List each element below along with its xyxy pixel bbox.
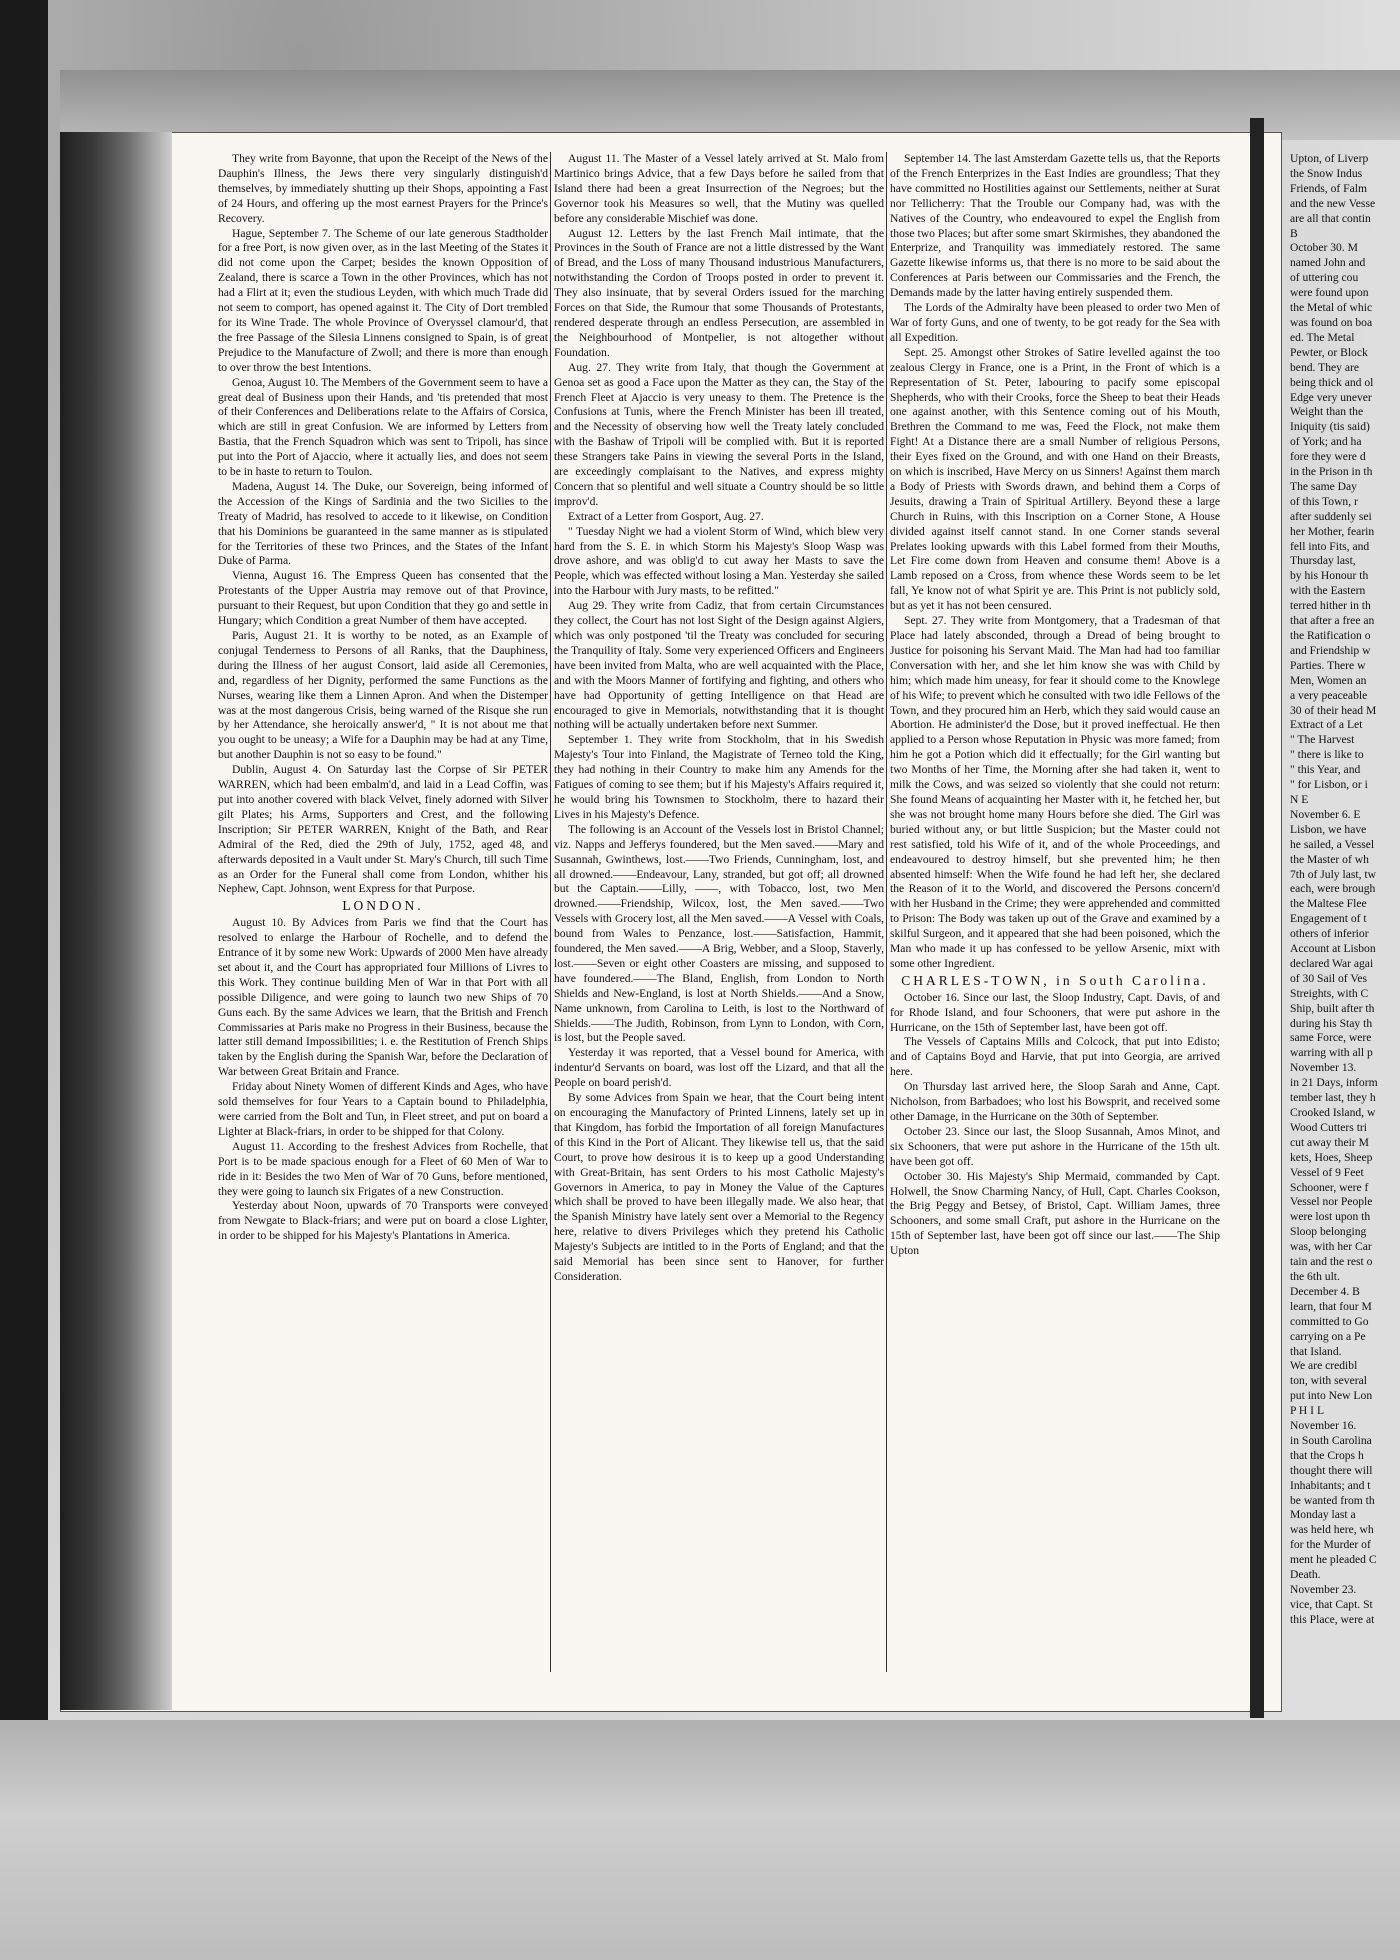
text-line: ment he pleaded C (1290, 1553, 1377, 1567)
article-paragraph: The following is an Account of the Vessels lost in Bristol Channel; viz. Napps and Jefferys foundered, but the Men saved.——Mary and Susannah, Gwinthews, lost.——Two Friends, Cunningham, lost, and all drowned.——Endeavour, Lany, stranded, but got off; all drowned but the Captain.——Lilly, ——, with Tobacco, lost, two Men drowned.——Friendship, Wilcox, lost, the Men saved.——Two Vessels with Grocery lost, all the Men saved.——A Vessel with Coals, bound from Wales to Penzance, lost.——Satisfaction, Hammit, foundered, the Men saved.——A Brig, Webber, and a Sloop, Staverly, lost.——Seven or eight other Coasters are missing, and supposed to have foundered.——The Bland, English, from London to North Shields and New-England, is lost at North Shields.——And a Snow, Name unknown, from Carolina to Leith, is lost to the Northward of Shields.——The Judith, Robinson, from Lynn to London, with Corn, is lost, but the People saved. (554, 822, 884, 1045)
text-line: declared War agai (1290, 956, 1374, 970)
text-line: during his Stay th (1290, 1016, 1373, 1030)
text-line: thought there will (1290, 1463, 1373, 1477)
col4-lines (1290, 152, 1400, 1628)
col3b-articles (890, 991, 1220, 1259)
article-paragraph: Aug 29. They write from Cadiz, that from certain Circumstances they collect, the Court has not lost Sight of the Design against Algiers, which was only postponed 'til the Treaty was concluded for securing the Tranquility of Italy. Some very experienced Officers and Engineers have been invited from Malta, who are well acquainted with the Place, and with the Moors Manner of fortifying and fighting, and others who have had Opportunity of getting Intelligence on that Head are encouraged to give in Memorials, notwithstanding that it is thought nothing will be actually undertaken before next Summer. (554, 599, 884, 732)
text-line: her Mother, fearin (1290, 524, 1375, 538)
article-paragraph: Paris, August 21. It is worthy to be noted, as an Example of conjugal Tenderness to Persons of all Ranks, that the Dauphiness, during the Illness of her august Consort, laid aside all Ceremonies, and, regardless of her Dignity, performed the same Functions as the Nurses, wearing like them a Linnen Apron. And when the Distemper was at the most dangerous Crisis, being warned of the Risque she run by her Attendance, she heroically answer'd, " It is not about me that you ought to be uneasy; a Wife for a Dauphin may be had at any Time, but another Dauphin is not so easy to be found." (218, 629, 548, 762)
article-paragraph: The Lords of the Admiralty have been pleased to order two Men of War of forty Guns, and one of twenty, to be got ready for the Sea with all Expedition. (890, 301, 1220, 344)
london-heading: LONDON. (342, 898, 424, 914)
article-paragraph: Friday about Ninety Women of different Kinds and Ages, who have sold themselves for four Years to a Captain bound to Philadelphia, were carried from the Bolt and Tun, in Fleet street, and put on board a Lighter at Black-friars, in order to be shipped for that Colony. (218, 1080, 548, 1138)
text-line: Upton, of Liverp (1290, 152, 1369, 165)
text-line: of this Town, r (1290, 494, 1358, 508)
text-line: kets, Hoes, Sheep (1290, 1150, 1373, 1164)
text-line: 30 of their head M (1290, 703, 1377, 717)
text-line: Sloop belonging (1290, 1225, 1367, 1239)
text-line: that after a free an (1290, 614, 1375, 628)
text-line: Lisbon, we have (1290, 822, 1367, 836)
text-line: Engagement of t (1290, 912, 1367, 926)
text-line: each, were brough (1290, 882, 1376, 896)
text-line: Pewter, or Block (1290, 345, 1368, 359)
text-line: terred hither in th (1290, 599, 1371, 613)
text-line: of uttering cou (1290, 271, 1359, 285)
text-line: in 21 Days, inform (1290, 1076, 1378, 1090)
text-line: Death. (1290, 1568, 1321, 1582)
col2-articles (554, 152, 884, 1285)
article-paragraph: August 10. By Advices from Paris we find that the Court has resolved to enlarge the Harbour of Rochelle, and to defend the Entrance of it by some new Work: Upwards of 2000 Men have already set about it, and the Court has appropriated four Millions of Livres to this Work. They continue building Men of War in that Port with all possible Diligence, and were going to launch two new Ships of 70 Guns each. By the same Advices we learn, that the British and French Commissaries at Paris make no Progress in their Business, because the latter still demand Impossibilities; i. e. the Restitution of French Ships taken by the English during the Spanish War, before the Declaration of War between Great Britain and France. (218, 916, 548, 1079)
scan-top-shadow (60, 70, 1400, 140)
page-fold-line (1250, 118, 1264, 1718)
text-line: in the Prison in th (1290, 465, 1373, 479)
text-line: Streights, with C (1290, 986, 1369, 1000)
text-line: Extract of a Let (1290, 718, 1363, 732)
col1b-articles (218, 916, 548, 1244)
column-4-cropped (1290, 152, 1400, 1626)
text-line: November 16. (1290, 1419, 1357, 1433)
text-line: vice, that Capt. St (1290, 1597, 1373, 1611)
text-line: November 13. (1290, 1061, 1357, 1075)
text-line: fell into Fits, and (1290, 539, 1370, 553)
text-line: bend. They are (1290, 360, 1359, 374)
text-line: tain and the rest o (1290, 1255, 1373, 1269)
article-paragraph: August 11. The Master of a Vessel lately arrived at St. Malo from Martinico brings Advice, that a few Days before he sailed from that Island there had been a great Insurrection of the Negroes; but the Governor took his Measures so well, that the Mutiny was quelled before any considerable Mischief was done. (554, 152, 884, 225)
text-line: ed. The Metal (1290, 330, 1355, 344)
text-line: November 23. (1290, 1583, 1357, 1596)
text-line: the Master of wh (1290, 852, 1369, 866)
text-line: " The Harvest (1290, 733, 1355, 747)
text-line: " for Lisbon, or i (1290, 778, 1368, 792)
col1-articles (218, 152, 548, 897)
scan-bottom-shadow (0, 1720, 1400, 1960)
text-line: the 6th ult. (1290, 1269, 1340, 1283)
article-paragraph: October 16. Since our last, the Sloop Industry, Capt. Davis, of and for Rhode Island, and four Schooners, that were put ashore in the Hurricane, on the 15th of September last, have been got off. (890, 990, 1220, 1034)
text-line: Ship, built after th (1290, 1001, 1375, 1015)
text-line: ton, with several (1290, 1374, 1367, 1388)
text-line: the Metal of whic (1290, 301, 1373, 315)
article-paragraph: October 23. Since our last, the Sloop Susannah, Amos Minot, and six Schooners, that were put ashore in the Hurricane of the 15th ult. have been got off. (890, 1124, 1220, 1168)
article-paragraph: The Vessels of Captains Mills and Colcock, that put into Edisto; and of Captains Boyd and Harvie, that put into Georgia, are arrived here. (890, 1035, 1220, 1079)
text-line: were lost upon th (1290, 1210, 1371, 1224)
text-line: committed to Go (1290, 1314, 1369, 1328)
text-line: Schooner, were f (1290, 1180, 1369, 1194)
article-paragraph: October 30. His Majesty's Ship Mermaid, commanded by Capt. Holwell, the Snow Charming Nancy, of Hull, Capt. Charles Cookson, the Brig Peggy and Betsey, of Bristol, Capt. William James, three Schooners, and some small Craft, put ashore in the Hurricane on the 15th of September last, have been got off since our last.——The Ship Upton (890, 1169, 1220, 1258)
text-line: were found upon (1290, 286, 1369, 300)
text-line: and Friendship w (1290, 643, 1371, 657)
text-line: Iniquity (tis said) (1290, 420, 1370, 434)
text-line: fore they were d (1290, 450, 1366, 464)
col3-articles (890, 152, 1220, 972)
text-line: after suddenly sei (1290, 509, 1372, 523)
article-paragraph: August 12. Letters by the last French Mail intimate, that the Provinces in the South of France are not a little distressed by the Want of Bread, and the Loss of many Thousand industrious Manufacturers, notwithstanding the Cordon of Troops posted in order to prevent it. They also insinuate, that by several Orders issued for the marching Forces on that Side, the Rumour that some Thousands of Protestants, rendered desperate through an endless Persecution, are assembled in the Neighbourhood of Montpelier, is not altogether without Foundation. (554, 226, 884, 359)
text-line: he sailed, a Vessel (1290, 837, 1375, 851)
text-line: B (1290, 226, 1298, 240)
article-paragraph: Sept. 27. They write from Montgomery, that a Tradesman of that Place had lately absconded, through a Dread of being brought to Justice for poisoning his Servant Maid. The Man had had too familiar Conversation with her, and she let him know she was with Child by him; which made him uneasy, for fear it should come to the Knowlege of his Wife; to prevent which he consulted with two idle Fellows of the Town, and they procured him an Herb, which they said would cause an Abortion. He administer'd the Dose, but it proved ineffectual. He then applied to a Person whose Reputation in Physic was more famed; from him he got a Potion which did it effectually; for the Girl wanting but two Months of her Time, the Morning after she had taken it, went to milk the Cows, and was seized so violently that she could not return: She found Means of acquainting her Master with it, he fetched her, but she was not brought home many Hours before she died. The Girl was buried without any, or but little Suspicion; but the Master could not rest satisfied, told his Wife of it, and of the whole Proceedings, and endeavoured to destroy himself, but she prevented him; he then absented himself: When the Wife found he had left her, she declared the Reason of it to the World, and discovered the Persons concern'd with her Husband in the Crime; they were apprehended and committed to Prison: The Body was taken up out of the Grave and examined by a skilful Surgeon, and it appeared that she had been poisoned, which the Man who made it up has confessed to be yellow Arsenic, mixt with some other Ingredient. (890, 614, 1221, 970)
text-line: with the Eastern (1290, 584, 1366, 598)
text-line: was, with her Car (1290, 1240, 1372, 1254)
article-paragraph: Extract of a Letter from Gosport, Aug. 27. (568, 509, 764, 523)
text-line: the Maltese Flee (1290, 897, 1367, 911)
article-paragraph: They write from Bayonne, that upon the Receipt of the News of the Dauphin's Illness, the Jews there very singularly distinguish'd themselves, by immediately shutting up their Shops, appointing a Fast of 24 Hours, and offering up the most earnest Prayers for the Prince's Recovery. (218, 152, 548, 225)
text-line: Friends, of Falm (1290, 181, 1367, 195)
article-paragraph: Yesterday it was reported, that a Vessel bound for America, with indentur'd Servants on board, was lost off the Lizard, and that all the People on board perish'd. (554, 1046, 884, 1090)
text-line: the Snow Indus (1290, 166, 1363, 180)
article-paragraph: Madena, August 14. The Duke, our Sovereign, being informed of the Accession of the Kings of Sardinia and the two Sicilies to the Treaty of Madrid, has resolved to accede to it likewise, on Condition that his Dominions be guaranteed in the same manner as is stipulated for the Territories of these two Princes, and the States of the Infant Duke of Parma. (218, 479, 548, 568)
article-paragraph: " Tuesday Night we had a violent Storm of Wind, which blew very hard from the S. E. in which Storm his Majesty's Sloop Wasp was drove ashore, and was oblig'd to cut away her Masts to save the People, which was effected without losing a Man. Yesterday she sailed into the Harbour with Jury masts, to be refitted." (554, 524, 884, 598)
article-paragraph: September 1. They write from Stockholm, that in his Swedish Majesty's Tour into Finland, the Magistrate of Terneo told the King, they had nothing in their Country to make him any Amends for the Fatigues of coming to see them; but if his Majesty's Affairs required it, he would bring his Townsmen to Stockholm, there to hazard their Lives in his Majesty's Defence. (554, 733, 884, 821)
scan-left-edge (0, 0, 48, 1960)
article-paragraph: On Thursday last arrived here, the Sloop Sarah and Anne, Capt. Nicholson, from Barbadoes; who lost his Bowsprit, and received some other Damage, in the Hurricane on the 30th of September. (890, 1080, 1220, 1123)
text-line: Edge very unever (1290, 390, 1372, 404)
text-line: in South Carolina (1290, 1433, 1372, 1447)
text-line: We are credibl (1290, 1359, 1358, 1373)
text-line: tember last, they h (1290, 1091, 1376, 1105)
text-line: a very peaceable (1290, 688, 1368, 702)
text-line: was held here, wh (1290, 1523, 1374, 1537)
text-line: was found on boa (1290, 315, 1373, 329)
article-paragraph: Hague, September 7. The Scheme of our late generous Stadtholder for a free Port, is now given over, as in the last Meeting of the States it did not come upon the Carpet; besides the known Opposition of Zealand, there is scarce a Town in the other Provinces, which has not had a Flirt at it; even the studious Leyden, with which much Trade did not seem to comport, has opened against it. The City of Dort trembled for its Wine Trade. The whole Province of Overyssel clamour'd, that the free Passage of the Silesia Linnens consigned to Spain, is of great Prejudice to the Manufacture of Zwoll; and there is more than enough to over throw the best Intentions. (218, 226, 548, 374)
column-rule (550, 152, 551, 1672)
article-paragraph: Yesterday about Noon, upwards of 70 Transports were conveyed from Newgate to Black-friars; and were put on board a close Lighter, in order to be shipped for his Majesty's Plantations in America. (218, 1199, 548, 1243)
text-line: warring with all p (1290, 1046, 1373, 1060)
text-line: Thursday last, (1290, 554, 1356, 568)
text-line: December 4. B (1290, 1284, 1360, 1298)
text-line: carrying on a Pe (1290, 1329, 1366, 1343)
text-line: P H I L (1290, 1404, 1325, 1418)
text-line: Vessel nor People (1290, 1195, 1373, 1209)
column-2 (554, 152, 884, 1687)
text-line: November 6. E (1290, 807, 1361, 821)
text-line: The same Day (1290, 479, 1357, 493)
text-line: others of inferior (1290, 927, 1369, 941)
column-rule (886, 152, 887, 1672)
text-line: October 30. M (1290, 241, 1358, 255)
text-line: Crooked Island, w (1290, 1106, 1376, 1119)
text-line: Vessel of 9 Feet (1290, 1165, 1364, 1179)
article-paragraph: Genoa, August 10. The Members of the Government seem to have a great deal of Business upon their Hands, and 'tis pretended that most of their Conferences and Deliberations relate to the Affairs of Corsica, which are still in great Confusion. We are informed by Letters from Bastia, that the French Squadron which was sent to Tripoli, has since put into the Port of Ajaccio, where it actually lies, and does not seem to be in haste to return to Toulon. (218, 375, 548, 479)
text-line: Account at Lisbon (1290, 942, 1376, 956)
text-line: Weight than the (1290, 405, 1364, 419)
article-paragraph: Dublin, August 4. On Saturday last the Corpse of Sir PETER WARREN, which had been embalm'd, and laid in a Lead Coffin, was put into another covered with black Velvet, finely adorned with Silver gilt Plates; his Arms, Supporters and Crest, and the following Inscription; Sir PETER WARREN, Knight of the Bath, and Rear Admiral of the Red, died the 29th of July, 1752, aged 48, and afterwards deposited in a Vault under St. Mary's Church, till such Time as an Order for the Funeral shall come from London, whither his Nephew, Capt. Johnson, went Express for that Purpose. (218, 763, 548, 896)
article-paragraph: Aug. 27. They write from Italy, that though the Government at Genoa set as good a Face upon the Matter as they can, the Stay of the French Fleet at Ajaccio is very uneasy to them. The Pretence is the Confusions at Tunis, where the French Minister has been ill treated, and the Necessity of observing how well the Treaty lately concluded with the Bashaw of Tripoli will be complied with. But it is reported these Strangers take Pains in viewing the several Ports in the Island, are exceedingly complaisant to the Natives, and express mighty Concern that so plentiful and well situate a Country should be so little improv'd. (554, 360, 884, 508)
text-line: for the Murder of (1290, 1538, 1371, 1552)
text-line: " this Year, and (1290, 763, 1361, 777)
text-line: by his Honour th (1290, 569, 1369, 583)
article-paragraph: September 14. The last Amsterdam Gazette tells us, that the Reports of the French Enterprizes in the East Indies are groundless; That they have committed no Hostilities against our Settlements, neither at Surat nor Tellicherry: That the Trouble our Company had, was with the Natives of the Country, who endeavoured to expel the English from those two Places; but after some smart Skirmishes, they abandoned the Enterprize, and Tranquility was immediately restored. The same Gazette likewise informs us, that there is no more to be said about the Conferences at Paris between our Commissaries and the French, the Demands made by the latter having entirely suspended them. (890, 152, 1220, 300)
article-paragraph: Sept. 25. Amongst other Strokes of Satire levelled against the too zealous Clergy in France, one is a Print, in the Front of which is a Representation of St. Peter, labouring to pacify some episcopal Shepherds, who with their Crooks, force the Sheep to beat their Heads one against another, with this Sentence coming out of his Mouth, Brethren the Command to me was, Feed the Flock, not make them Fight! At a Distance there are a small Number of religious Persons, their Eyes fixed on the Ground, and with one Hand on their Breasts, on which is inscribed, Have Mercy on us Sinners! Against them march a Body of Priests with Swords drawn, and behind them a Corps of Jesuits, drawing a Train of Spiritual Artillery. Beyond these a large Church in Ruins, with this Inscription on a Corner Stone, A House divided against itself cannot stand. In one Corner stands several Prelates looking upwards with this Label formed from their Mouths, Let Fire come down from Heaven and consume them! Above is a Lamb reposed on a Cross, from whence these Words seem to be let fall, Ye know not of what Spirit ye are. This Print is not publicly sold, but as yet it has not been censured. (890, 345, 1220, 613)
column-1 (218, 152, 548, 1687)
text-line: are all that contin (1290, 211, 1371, 225)
text-line: that the Crops h (1290, 1448, 1364, 1462)
charlestown-heading: CHARLES-TOWN, in South Carolina. (901, 972, 1209, 988)
text-line: same Force, were (1290, 1031, 1372, 1045)
text-line: Parties. There w (1290, 658, 1366, 672)
column-3 (890, 152, 1220, 1687)
text-line: of 30 Sail of Ves (1290, 971, 1368, 985)
text-line: being thick and ol (1290, 375, 1374, 389)
text-line: Men, Women an (1290, 673, 1367, 687)
text-line: of York; and ha (1290, 435, 1362, 449)
text-line: " there is like to (1290, 748, 1364, 762)
text-line: Inhabitants; and t (1290, 1478, 1371, 1492)
text-line: put into New Lon (1290, 1389, 1373, 1403)
book-spine-shadow (60, 132, 172, 1710)
text-line: N E (1290, 792, 1309, 806)
text-line: that Island. (1290, 1344, 1342, 1358)
text-line: be wanted from th (1290, 1493, 1375, 1507)
text-line: cut away their M (1290, 1135, 1369, 1149)
text-line: Wood Cutters tri (1290, 1120, 1367, 1134)
article-paragraph: By some Advices from Spain we hear, that the Court being intent on encouraging the Manufactory of Printed Linnens, lately set up in that Kingdom, has forbid the Importation of all foreign Manufactures of this Kind in the Port of Alicant. They likewise tell us, that the said Court, to prove how desirous it is to keep up a good Understanding with Great-Britain, has sent Orders to his most Catholic Majesty's Governors in America, to pay in Money the Value of the Captures which shall be proved to have been illegally made. We also hear, that the Spanish Ministry have lately sent over a Memorial to the Regency here, relative to divers Privileges which they pretend his Catholic Majesty's Subjects are intitled to in the Ports of England; and that the said Memorial has been since sent to Hanover, for further Consideration. (554, 1091, 884, 1283)
text-line: and the new Vesse (1290, 196, 1376, 210)
text-line: Monday last a (1290, 1508, 1356, 1522)
text-line: this Place, were at (1290, 1612, 1375, 1626)
text-line: named John and (1290, 256, 1366, 270)
article-paragraph: Vienna, August 16. The Empress Queen has consented that the Protestants of the Upper Austria may remove out of that Province, pursuant to their Request, but upon Condition that they go and settle in Hungary; which Condition a great Number of them have accepted. (218, 569, 548, 628)
article-paragraph: August 11. According to the freshest Advices from Rochelle, that Port is to be made spacious enough for a Fleet of 60 Men of War to ride in it: Besides the two Men of War of 70 Guns, before mentioned, they were going to launch six Frigates of a new Construction. (218, 1139, 548, 1198)
text-line: learn, that four M (1290, 1299, 1372, 1313)
text-line: the Ratification o (1290, 629, 1371, 642)
text-line: 7th of July last, tw (1290, 867, 1376, 881)
